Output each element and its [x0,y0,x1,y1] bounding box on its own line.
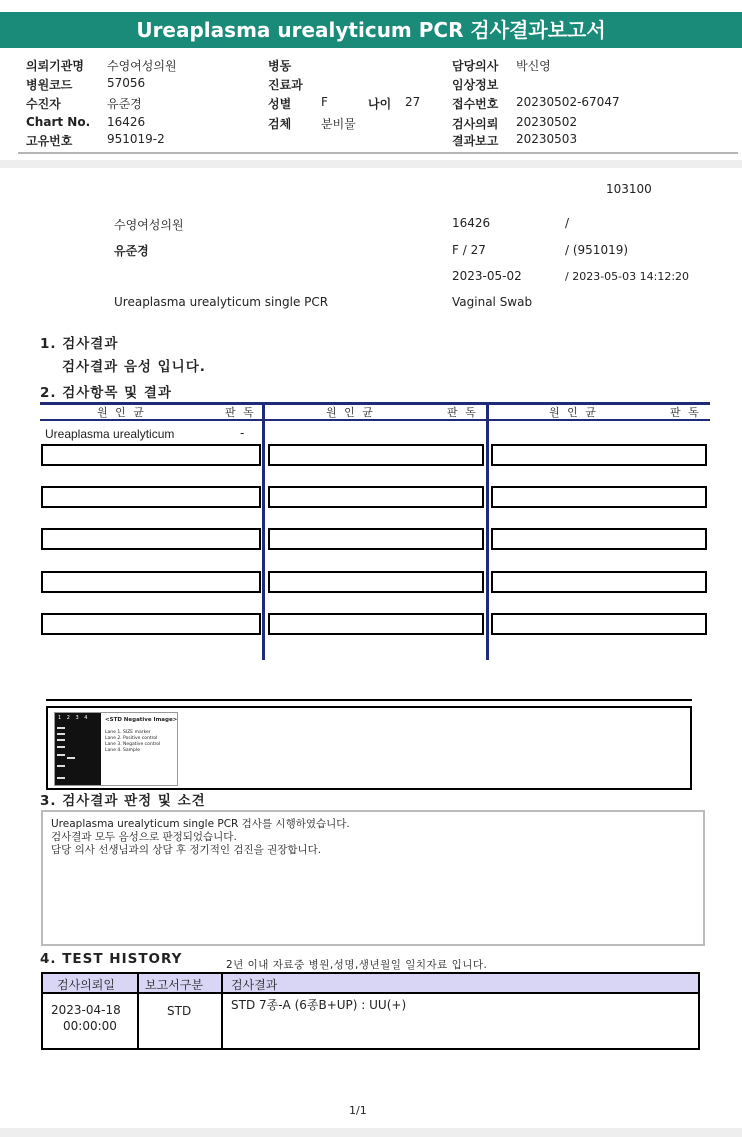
code-value: 57056 [107,76,146,90]
doctor-label: 담당의사 [452,59,499,73]
gel-photo [55,713,101,785]
result-cell [491,444,707,466]
opinion-line-3: 담당 의사 선생님과의 상담 후 정기적인 검진을 권장합니다. [51,844,322,856]
history-row-time: 00:00:00 [63,1019,117,1033]
section1-title: 1. 검사결과 [40,336,119,352]
inst-value: 수영여성의원 [107,59,177,73]
section4-title: 4. TEST HISTORY [40,951,183,967]
specimen-value: 분비물 [321,117,356,131]
result-cell [491,571,707,593]
col-header-judge-2: 판 독 [447,406,478,419]
summary-sex-age: F / 27 [452,243,486,257]
ward-label: 병동 [268,59,292,73]
doctor-value: 박신영 [516,59,551,73]
specimen-label: 검체 [268,117,292,131]
summary-patient: 유준경 [114,244,149,258]
summary-code: 103100 [606,182,652,196]
sex-label: 성별 [268,97,292,111]
history-note: 2년 이내 자료중 병원,성명,생년월일 일치자료 입니다. [226,959,488,971]
request-label: 검사의뢰 [452,117,499,131]
marker-band [57,739,65,741]
code-label: 병원코드 [26,78,73,92]
result-item-name: Ureaplasma urealyticum [45,427,175,441]
uid-value: 951019-2 [107,132,165,146]
result-cell [41,613,261,635]
history-head-type: 보고서구분 [145,978,203,992]
gel-lane-numbers: 1 2 3 4 [58,715,90,721]
inst-label: 의뢰기관명 [26,59,84,73]
result-cell [41,571,261,593]
grid-divider-1 [262,402,265,660]
footer-band [0,1128,742,1137]
request-value: 20230502 [516,115,578,129]
gel-image [54,712,178,786]
chart-value: 16426 [107,115,146,129]
receipt-value: 20230502-67047 [516,95,620,109]
result-cell [491,528,707,550]
summary-date2: / 2023-05-03 14:12:20 [565,270,690,283]
report-label: 결과보고 [452,134,499,148]
opinion-line-2: 검사결과 모두 음성으로 판정되었습니다. [51,831,237,843]
patient-value: 유준경 [107,97,142,111]
result-cell [41,528,261,550]
col-header-cause-2: 원 인 균 [326,406,375,419]
grid-divider-2 [486,402,489,660]
col-header-cause-3: 원 인 균 [549,406,598,419]
chart-label: Chart No. [26,115,91,129]
summary-chart: 16426 [452,216,491,230]
marker-band [57,733,65,735]
marker-band [57,765,65,767]
history-table [41,972,700,1050]
section3-title: 3. 검사결과 판정 및 소견 [40,793,206,809]
col-header-judge-1: 판 독 [225,406,256,419]
age-value: 27 [405,95,421,109]
section1-result: 검사결과 음성 입니다. [62,359,206,375]
result-cell [41,444,261,466]
summary-specimen: Vaginal Swab [452,295,533,309]
result-cell [491,486,707,508]
age-label: 나이 [368,97,392,111]
col-header-judge-3: 판 독 [670,406,701,419]
marker-band [57,777,65,779]
summary-birth: / (951019) [565,243,629,257]
history-row-type: STD [167,1004,192,1018]
summary-test: Ureaplasma urealyticum single PCR [114,295,329,309]
gel-lane4: Lane 4. Sample [105,748,140,753]
header-band [0,160,742,168]
history-head-result: 검사결과 [231,978,278,992]
summary-date1: 2023-05-02 [452,269,522,283]
opinion-line-1: Ureaplasma urealyticum single PCR 검사를 시행하였습니다. [51,818,350,830]
page-number: 1/1 [349,1104,367,1117]
result-cell [268,444,484,466]
marker-band [57,727,65,729]
marker-band [57,746,65,748]
gel-caption: <STD Negative Image> [105,717,178,723]
dept-label: 진료과 [268,78,303,92]
result-cell [491,613,707,635]
summary-inst: 수영여성의원 [114,218,184,232]
receipt-label: 접수번호 [452,97,499,111]
history-row-date: 2023-04-18 [51,1003,121,1017]
gel-lane1: Lane 1. SIZE marker [105,730,151,735]
clinical-label: 임상정보 [452,78,499,92]
col-header-cause-1: 원 인 균 [97,406,146,419]
result-cell [268,571,484,593]
report-value: 20230503 [516,132,578,146]
result-cell [268,486,484,508]
opinion-box [41,810,705,946]
image-top-rule [46,699,692,701]
report-title: Ureaplasma urealyticum PCR 검사결과보고서 [0,12,742,48]
history-head-date: 검사의뢰일 [57,978,115,992]
uid-label: 고유번호 [26,134,73,148]
section2-title: 2. 검사항목 및 결과 [40,385,172,401]
summary-slash: / [565,216,570,230]
history-row-result: STD 7종-A (6종B+UP) : UU(+) [231,998,407,1012]
result-cell [268,613,484,635]
gel-lane3: Lane 3. Negative control [105,742,161,747]
marker-band [57,754,65,756]
positive-band [67,757,75,759]
result-cell [41,486,261,508]
sex-value: F [321,95,328,109]
result-item-value: - [240,426,245,440]
gel-lane2: Lane 2. Positive control [105,736,158,741]
result-cell [268,528,484,550]
patient-label: 수진자 [26,97,61,111]
header-divider [18,152,738,154]
